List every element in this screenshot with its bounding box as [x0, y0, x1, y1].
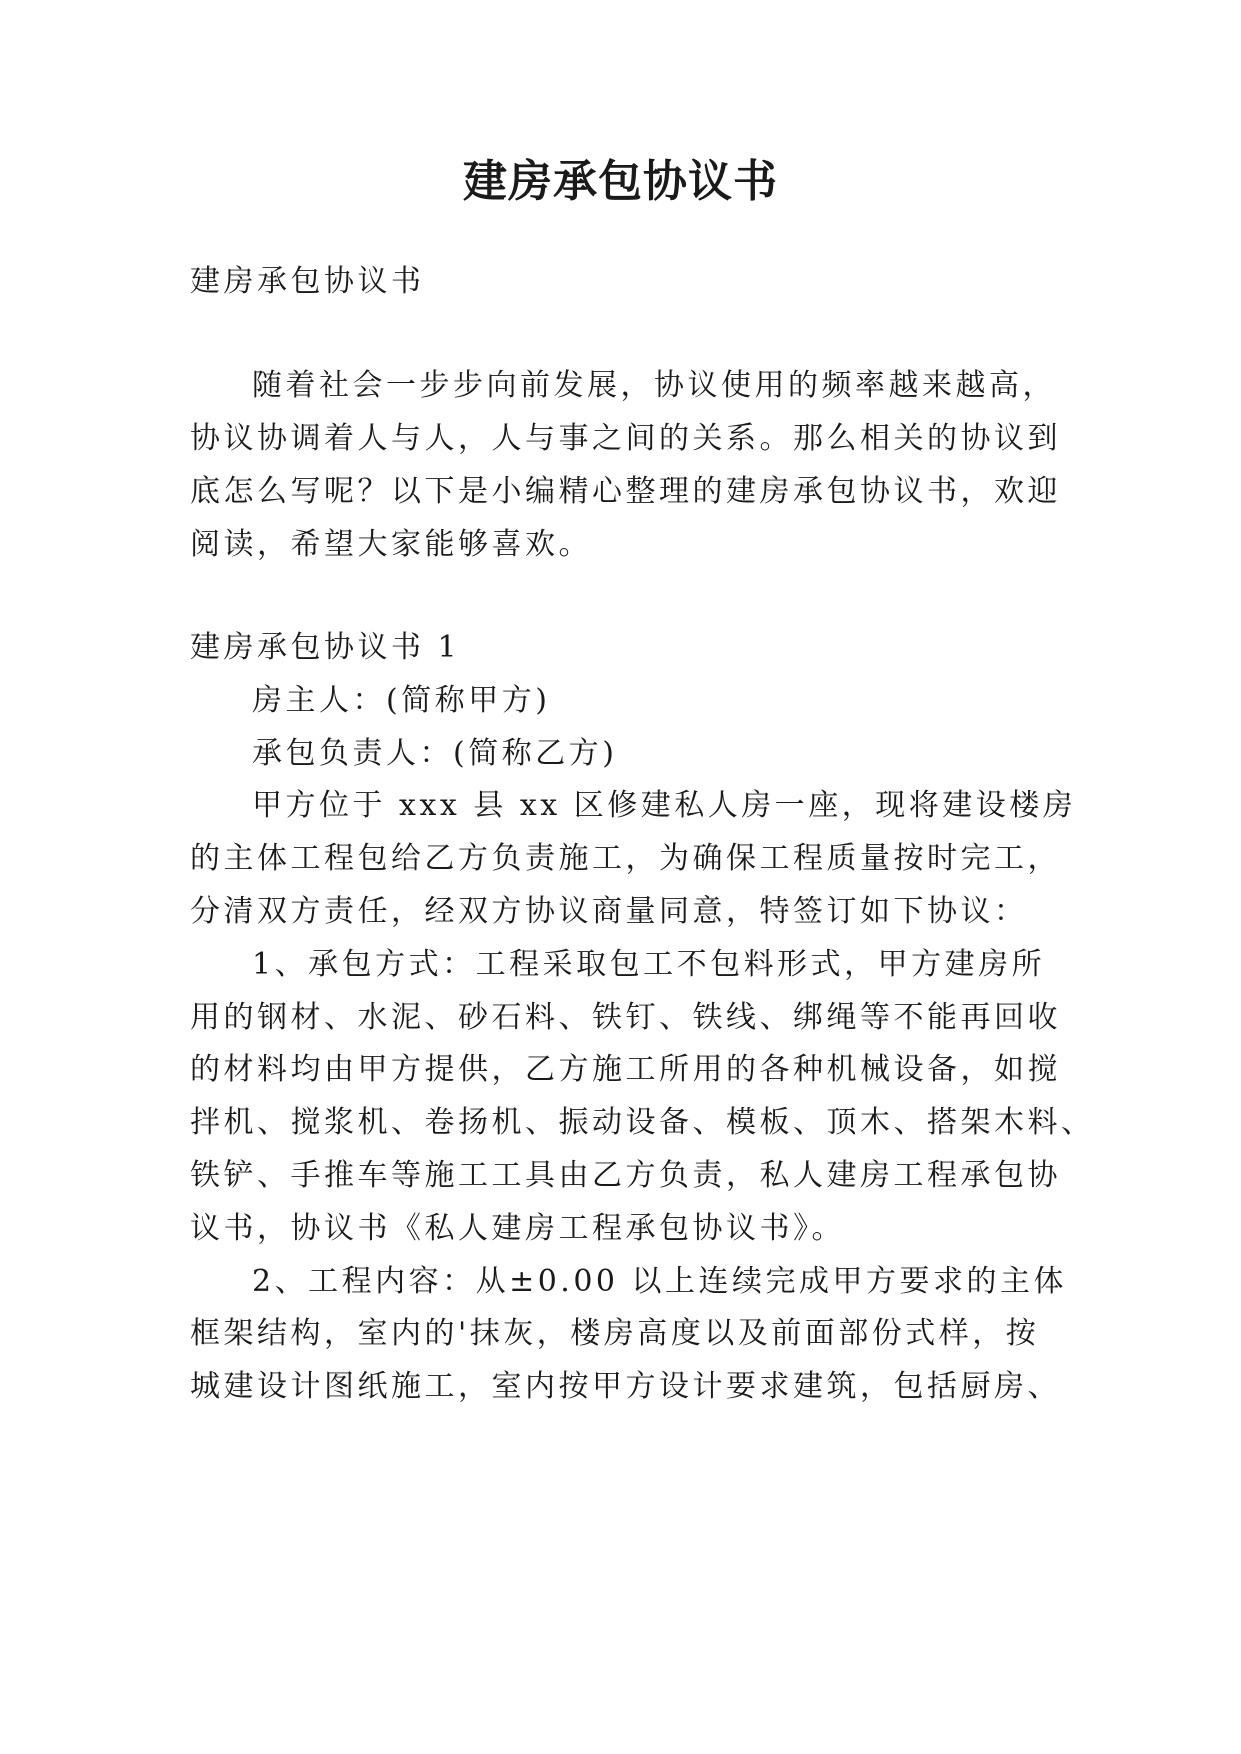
party-a-line: 房主人：(简称甲方) [252, 683, 551, 718]
clause-1-line: 用的钢材、水泥、砂石料、铁钉、铁线、绑绳等不能再回收 [190, 1000, 1061, 1035]
party-b-line: 承包负责人：(简称乙方) [252, 736, 618, 771]
clause-1-line: 铁铲、手推车等施工工具由乙方负责，私人建房工程承包协 [190, 1158, 1061, 1193]
intro-line: 底怎么写呢？以下是小编精心整理的建房承包协议书，欢迎 [190, 474, 1061, 509]
intro-line: 协议协调着人与人，人与事之间的关系。那么相关的协议到 [190, 421, 1061, 456]
clause-2-line: 2、工程内容：从±0.00 以上连续完成甲方要求的主体 [252, 1264, 1068, 1299]
clause-1-line: 的材料均由甲方提供，乙方施工所用的各种机械设备，如搅 [190, 1052, 1061, 1087]
clause-1-line: 议书，协议书《私人建房工程承包协议书》。 [190, 1211, 845, 1246]
clause-2-line: 框架结构，室内的'抹灰，楼房高度以及前面部份式样，按 [190, 1316, 1040, 1351]
intro-line: 阅读，希望大家能够喜欢。 [190, 527, 592, 562]
preamble-line: 分清双方责任，经双方协议商量同意，特签订如下协议： [190, 894, 1028, 929]
clause-1-line: 拌机、搅浆机、卷扬机、振动设备、模板、顶木、搭架木料、 [190, 1105, 1095, 1140]
preamble-line: 的主体工程包给乙方负责施工，为确保工程质量按时完工， [190, 841, 1061, 876]
clause-1-line: 1、承包方式：工程采取包工不包料形式，甲方建房所 [252, 947, 1046, 982]
document-subtitle: 建房承包协议书 [190, 264, 425, 299]
preamble-line: 甲方位于 xxx 县 xx 区修建私人房一座，现将建设楼房 [252, 788, 1077, 823]
intro-line: 随着社会一步步向前发展，协议使用的频率越来越高， [252, 368, 1056, 403]
clause-2-line: 城建设计图纸施工，室内按甲方设计要求建筑，包括厨房、 [190, 1369, 1061, 1404]
section-heading: 建房承包协议书 1 [190, 630, 461, 665]
document-title: 建房承包协议书 [463, 156, 778, 207]
